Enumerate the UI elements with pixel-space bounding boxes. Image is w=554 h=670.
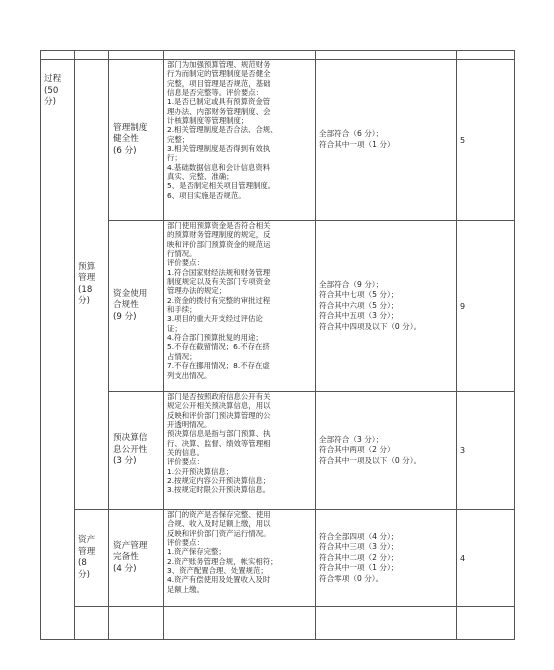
description-line: 行为而制定的管理制度是否健全: [167, 69, 271, 79]
indicator-line: 合规性: [113, 300, 139, 311]
indicator-line: (3 分): [113, 456, 137, 467]
description-line: 6、项目实施是否规范。: [167, 190, 246, 200]
description-line: 评价要点：: [167, 457, 204, 467]
scoring-standard-cell: [316, 221, 457, 392]
level2-line: (18: [78, 284, 93, 295]
description-line: 2.资金的拨付有完整的审批过程: [167, 295, 271, 305]
level1-indicator-cell: [41, 60, 75, 640]
level1-line: (50: [44, 85, 59, 96]
indicator-line: (4 分): [113, 563, 137, 574]
empty-cell: [75, 51, 109, 60]
indicator-line: (6 分): [113, 145, 137, 156]
empty-cell: [41, 51, 75, 60]
description-line: 2.资产账务管理合规，帐实相符；: [167, 556, 278, 566]
empty-cell: [109, 51, 164, 60]
description-line: 证；: [167, 323, 182, 333]
standard-line: 全部符合（6 分）；: [319, 129, 384, 139]
indicator-description-cell: [164, 221, 316, 392]
description-line: 部门的资产是否保存完整、使用: [167, 510, 271, 519]
level3-indicator-cell: [109, 221, 164, 392]
indicator-line: 健全性: [113, 134, 139, 145]
description-line: 3.项目的重大开支经过评估论: [167, 314, 263, 324]
description-line: 2.按规定内容公开预决算信息；: [167, 476, 271, 486]
indicator-line: 资产管理: [113, 540, 148, 551]
description-line: 1.公开预决算信息；: [167, 466, 234, 476]
level2-indicator-cell: [75, 510, 109, 607]
level2-line: 管理: [78, 546, 96, 557]
description-line: 映和评价部门预算资金的规范运: [167, 239, 271, 249]
empty-cell: [75, 607, 109, 640]
description-line: 2.相关管理制度是否合法、合规、: [167, 125, 278, 135]
table-top-row: [41, 51, 515, 60]
empty-cell: [316, 607, 457, 640]
indicator-line: 管理制度: [113, 122, 148, 133]
description-line: 反映和评价部门预决算管理的公: [167, 410, 271, 420]
description-line: 行；: [167, 153, 182, 163]
description-line: 计核算制度等管理制度；: [167, 116, 249, 126]
description-line: 完整，项目管理是否规范，基础: [167, 78, 271, 88]
indicator-description-cell: [164, 60, 316, 221]
description-line: 的预算财务管理制度的规定，反: [167, 230, 271, 240]
score-cell: 4: [457, 510, 515, 607]
standard-line: 符合其中六项（5 分）；: [319, 300, 399, 310]
description-line: 部门为加强预算管理、规范财务: [167, 60, 271, 69]
standard-line: 符合其中一项（1 分）: [319, 140, 395, 149]
level2-indicator-cell: [75, 60, 109, 510]
indicator-description-cell: [164, 392, 316, 510]
description-line: 理办法、内部财务管理制度、会: [167, 106, 271, 116]
empty-cell: [164, 51, 316, 60]
empty-cell: [457, 51, 515, 60]
description-line: 1.符合国家财经法规和财务管理: [167, 267, 271, 277]
table-row: [41, 392, 515, 510]
standard-line: 全部符合（3 分）；: [319, 434, 384, 444]
evaluation-table: [40, 50, 515, 640]
standard-line: 符合其中七项（5 分）；: [319, 290, 399, 300]
level2-line: 分): [78, 296, 90, 306]
standard-line: 符合其中一项及以下（0 分）。: [319, 455, 422, 465]
empty-cell: [457, 607, 515, 640]
indicator-line: (9 分): [113, 311, 137, 322]
description-line: 规定公开相关预决算信息，用以: [167, 401, 271, 411]
description-line: 足额上缴。: [167, 584, 204, 594]
indicator-line: 预决算信: [113, 433, 148, 444]
description-line: 制度规定以及有关部门专项资金: [167, 277, 271, 287]
standard-line: 符合其中二项（2 分）；: [319, 552, 399, 562]
level2-line: 预算: [78, 261, 96, 272]
description-line: 4.符合部门预算批复的用途；: [167, 333, 263, 343]
indicator-line: 完备性: [113, 552, 139, 563]
level2-line: 资产: [78, 535, 96, 545]
description-line: 评价要点：: [167, 538, 204, 548]
description-line: 1.资产保存完整；: [167, 547, 226, 557]
description-line: 完整；: [167, 134, 190, 144]
table-bottom-row: [41, 607, 515, 640]
empty-cell: [316, 51, 457, 60]
description-line: 3、资产配置合理、处置规范；: [167, 566, 268, 576]
score-cell: 5: [457, 60, 515, 221]
table-row: [41, 510, 515, 607]
level2-line: 分): [78, 569, 90, 580]
empty-cell: [109, 607, 164, 640]
description-line: 合规、收入及时足额上缴，用以: [167, 519, 271, 529]
description-line: 部门使用预算资金是否符合相关: [167, 221, 271, 230]
table-row: [41, 221, 515, 392]
description-line: 7.不存在挪用情况；8.不存在虚: [167, 361, 270, 371]
table-row: [41, 60, 515, 221]
description-line: 行、决算、监督、绩效等管理相: [167, 438, 271, 448]
description-line: 评价要点：: [167, 258, 204, 268]
description-line: 开透明情况。: [167, 420, 212, 430]
level3-indicator-cell: [109, 510, 164, 607]
description-line: 关的信息。: [167, 448, 204, 458]
description-line: 预决算信息是指与部门预算、执: [167, 429, 271, 439]
description-line: 反映和评价部门资产运行情况。: [167, 528, 271, 538]
score-cell: 3: [457, 392, 515, 510]
standard-line: 全部符合（9 分）；: [319, 279, 384, 289]
scoring-standard-cell: [316, 392, 457, 510]
standard-line: 符合其中四项及以下（0 分）。: [319, 321, 422, 331]
description-line: 行情况。: [167, 249, 197, 259]
description-line: 5.不存在截留情况；6.不存在挤: [167, 342, 270, 352]
indicator-line: 息公开性: [113, 444, 148, 455]
standard-line: 符合零项（0 分）。: [319, 573, 384, 583]
standard-line: 符合其中五项（3 分）；: [319, 311, 399, 321]
description-line: 3.相关管理制度是否得到有效执: [167, 144, 271, 154]
standard-line: 符合其中三项（3 分）；: [319, 542, 399, 552]
document-page: [40, 50, 514, 638]
description-line: 4.基础数据信息和会计信息资料: [167, 162, 271, 172]
description-line: 真实、完整、准确；: [167, 172, 234, 182]
scoring-standard-cell: [316, 60, 457, 221]
description-line: 4.资产有偿使用及处置收入及时: [167, 575, 271, 585]
level1-line: 过程: [44, 74, 62, 84]
standard-line: 符合全部四项（4 分）；: [319, 531, 399, 541]
level2-line: (8: [78, 558, 87, 568]
description-line: 部门是否按照政府信息公开有关: [167, 392, 271, 401]
indicator-description-cell: [164, 510, 316, 607]
description-line: 列支出情况。: [167, 370, 212, 380]
level3-indicator-cell: [109, 60, 164, 221]
level1-line: 分): [44, 97, 56, 107]
description-line: 5、是否制定相关项目管理制度。: [167, 181, 276, 191]
description-line: 1.是否已制定或具有预算资金管: [167, 97, 271, 107]
indicator-line: 资金使用: [113, 288, 148, 299]
level2-line: 管理: [78, 273, 96, 283]
description-line: 和手续；: [167, 305, 197, 315]
description-line: 信息是否完整等。评价要点：: [167, 88, 264, 98]
level3-indicator-cell: [109, 392, 164, 510]
scoring-standard-cell: [316, 510, 457, 607]
description-line: 管理办法的规定；: [167, 286, 227, 296]
description-line: 3.按规定时限公开预决算信息。: [167, 485, 271, 495]
standard-line: 符合其中两项（2 分）: [319, 445, 395, 455]
description-line: 占情况；: [167, 351, 197, 361]
standard-line: 符合其中一项（1 分）；: [319, 563, 399, 573]
empty-cell: [164, 607, 316, 640]
score-cell: 9: [457, 221, 515, 392]
